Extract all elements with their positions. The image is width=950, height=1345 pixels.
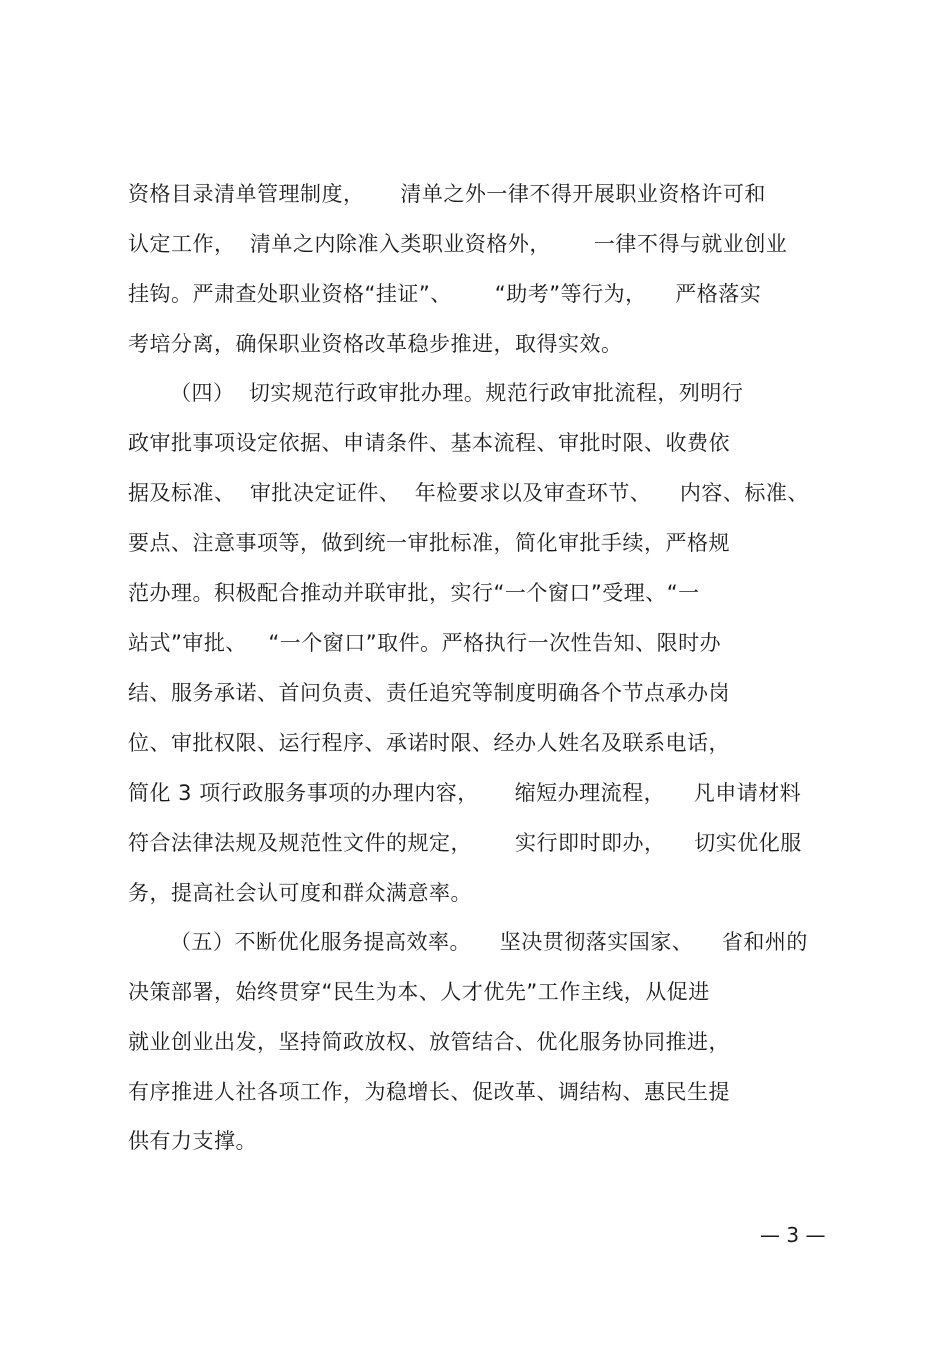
- text-line-15: 务，提高社会认可度和群众满意率。: [128, 881, 472, 905]
- text-line-13: 简化 3 项行政服务事项的办理内容， 缩短办理流程， 凡申请材料: [128, 781, 802, 805]
- text-line-5: （四） 切实规范行政审批办理。规范行政审批流程，列明行: [170, 381, 744, 405]
- text-line-9: 范办理。积极配合推动并联审批，实行“一个窗口”受理、“一: [128, 581, 700, 605]
- text-line-12: 位、审批权限、运行程序、承诺时限、经办人姓名及联系电话，: [128, 731, 730, 755]
- text-line-19: 有序推进人社各项工作，为稳增长、促改革、调结构、惠民生提: [128, 1080, 730, 1104]
- text-line-18: 就业创业出发，坚持简政放权、放管结合、优化服务协同推进，: [128, 1030, 730, 1054]
- text-line-4: 考培分离，确保职业资格改革稳步推进，取得实效。: [128, 332, 623, 356]
- page-number: — 3 —: [760, 1223, 826, 1247]
- text-line-16: （五）不断优化服务提高效率。 坚决贯彻落实国家、 省和州的: [170, 930, 808, 954]
- text-line-17: 决策部署，始终贯穿“民生为本、人才优先”工作主线，从促进: [128, 980, 710, 1004]
- text-line-14: 符合法律法规及规范性文件的规定， 实行即时即办， 切实优化服: [128, 831, 802, 855]
- text-line-6: 政审批事项设定依据、申请条件、基本流程、审批时限、收费依: [128, 431, 730, 455]
- text-line-7: 据及标准、 审批决定证件、 年检要求以及审查环节、 内容、标准、: [128, 481, 809, 505]
- text-line-10: 站式”审批、 “一个窗口”取件。严格执行一次性告知、限时办: [128, 631, 722, 655]
- text-line-11: 结、服务承诺、首问负责、责任追究等制度明确各个节点承办岗: [128, 681, 730, 705]
- text-line-8: 要点、注意事项等，做到统一审批标准，简化审批手续，严格规: [128, 531, 730, 555]
- text-line-20: 供有力支撑。: [128, 1129, 257, 1153]
- text-line-3: 挂钩。严肃查处职业资格“挂证”、 “助考”等行为， 严格落实: [128, 282, 762, 306]
- text-line-1: 资格目录清单管理制度， 清单之外一律不得开展职业资格许可和: [128, 182, 766, 206]
- text-line-2: 认定工作， 清单之内除准入类职业资格外， 一律不得与就业创业: [128, 232, 788, 256]
